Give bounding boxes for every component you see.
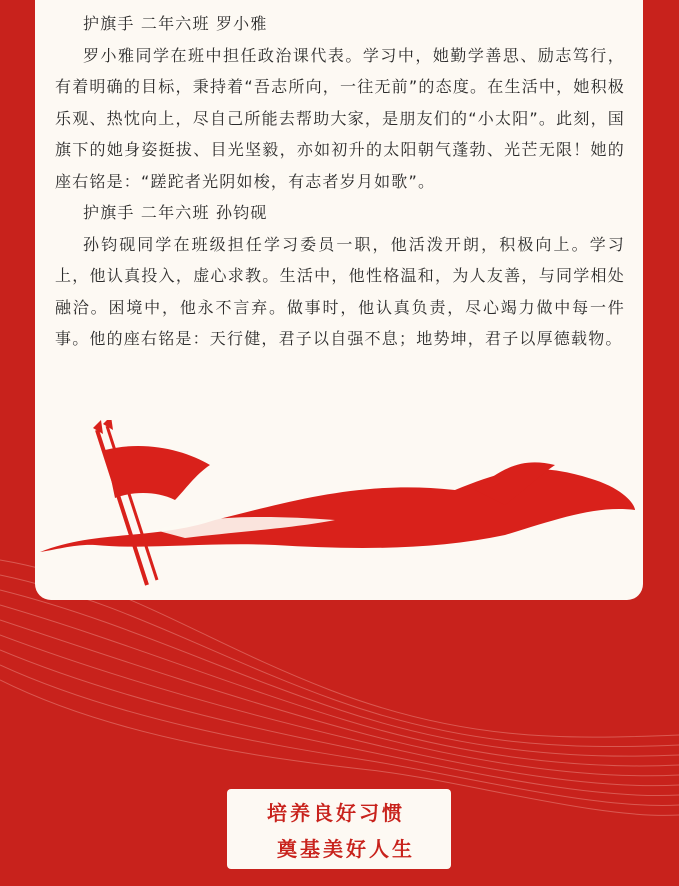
- section2-heading: 护旗手 二年六班 孙钧砚: [83, 203, 268, 222]
- slogan-line-1: 培养良好习惯: [267, 801, 405, 825]
- article-content: [55, 8, 625, 355]
- section1-heading: 护旗手 二年六班 罗小雅: [83, 14, 268, 33]
- red-flag-icon: [35, 420, 643, 600]
- section2-body: 孙钧砚同学在班级担任学习委员一职，他活泼开朗，积极向上。学习上，他认真投入，虚心求教。生活中，他性格温和，为人友善，与同学相处融洽。困境中，他永不言弃。做事时，他认真负责，尽心竭力做中每一件事。他的座右铭是：天行健，君子以自强不息；地势坤，君子以厚德载物。: [55, 234, 625, 348]
- slogan-line-2: 奠基美好人生: [277, 837, 415, 861]
- slogan-box: [227, 789, 451, 869]
- section1-body: 罗小雅同学在班中担任政治课代表。学习中，她勤学善思、励志笃行，有着明确的目标，秉持着“吾志所向，一往无前”的态度。在生活中，她积极乐观、热忱向上，尽自己所能去帮助大家，是朋友们的“小太阳”。此刻，国旗下的她身姿挺拔、目光坚毅，亦如初升的太阳朝气蓬勃、光芒无限！她的座右铭是：“蹉跎者光阴如梭，有志者岁月如歌”。: [55, 45, 625, 191]
